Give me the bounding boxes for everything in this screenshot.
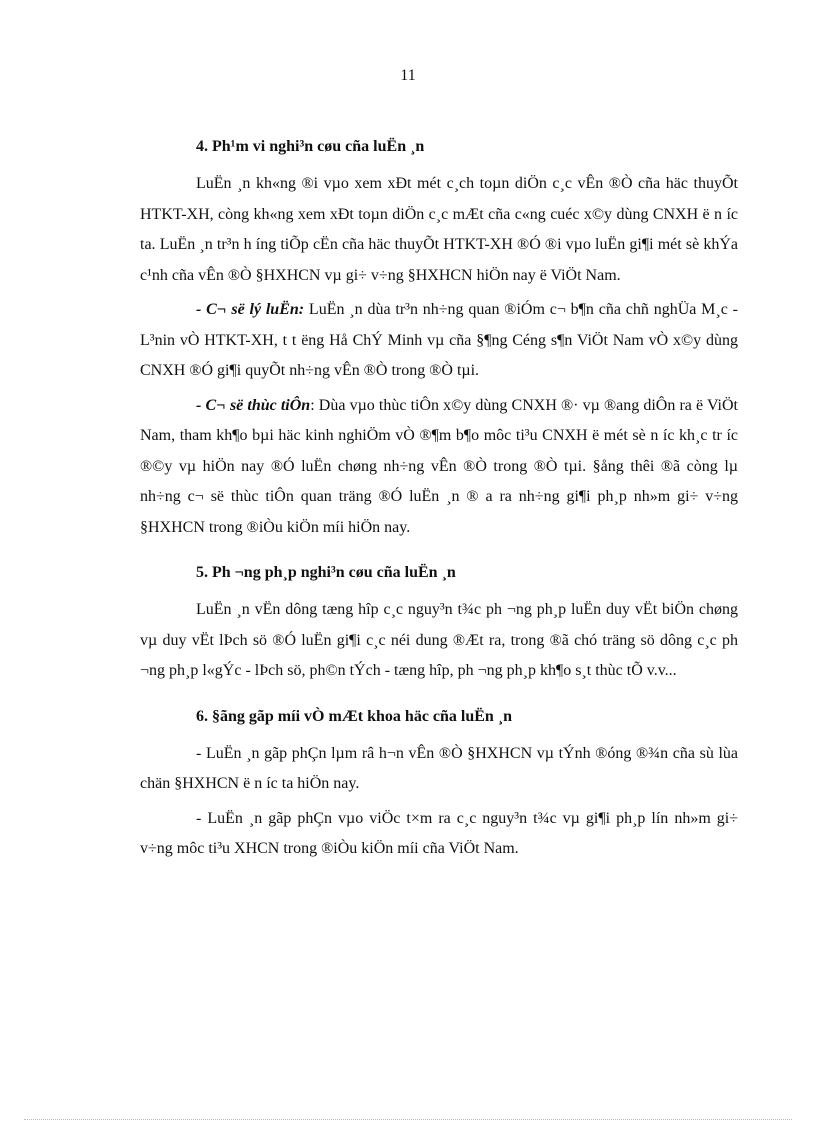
section-6-paragraph-1: - LuËn ¸n gãp phÇn lµm râ h¬n vÊn ®Ò §HXHCN vµ tÝnh ®óng ®¾n cña sù lùa chän §HXHCN ë n íc ta hiÖn nay. (140, 744, 738, 792)
section-5-paragraph-1: LuËn ¸n vËn dông tæng hîp c¸c nguy³n t¾c ph ¬ng ph¸p luËn duy vËt biÖn chøng vµ duy vËt lÞch sö ®Ó luËn gi¶i c¸c néi dung ®Æt ra, trong ®ã chó träng sö dông c¸c ph ¬ng ph¸p l«gÝc - lÞch sö, ph©n tÝch - tæng hîp, ph ¬ng ph¸p kh¶o s¸t thùc tÕ v.v... (140, 601, 738, 679)
section-6-paragraph-2: - LuËn ¸n gãp phÇn vµo viÖc t×m ra c¸c nguy³n t¾c vµ gi¶i ph¸p lín nh»m gi÷ v÷ng môc ti³u XHCN trong ®iÒu kiÖn míi cña ViÖt Nam. (140, 809, 738, 857)
section-5-heading: 5. Ph ¬ng ph¸p nghi³n cøu cña luËn ¸n (196, 564, 456, 581)
document-body (140, 133, 738, 865)
section-4-paragraph-1: LuËn ¸n kh«ng ®i vµo xem xÐt mét c¸ch toµn diÖn c¸c vÊn ®Ò cña häc thuyÕt HTKT-XH, còng kh«ng xem xÐt toµn diÖn c¸c mÆt cña c«ng cuéc x©y dùng CNXH ë n íc ta. LuËn ¸n tr³n h íng tiÕp cËn cña häc thuyÕt HTKT-XH ®Ó ®i vµo luËn gi¶i mét sè khÝa c¹nh cña vÊn ®Ò §HXHCN vµ gi÷ v÷ng §HXHCN hiÖn nay ë ViÖt Nam. (140, 175, 738, 284)
practice-basis-text: : Dùa vµo thùc tiÔn x©y dùng CNXH ®· vµ ®ang diÔn ra ë ViÖt Nam, tham kh¶o bµi häc kinh nghiÖm vÒ ®¶m b¶o môc ti³u CNXH ë mét sè n íc kh¸c tr íc ®©y vµ hiÖn nay ®Ó luËn chøng nh÷ng vÊn ®Ò trong ®Ò tµi. §ång thêi ®ã còng lµ nh÷ng c¬ së thùc tiÔn quan träng ®Ó luËn ¸n ® a ra nh÷ng gi¶i ph¸p nh»m gi÷ v÷ng §HXHCN trong ®iÒu kiÖn míi hiÖn nay. (140, 396, 739, 536)
section-4-heading: 4. Ph¹m vi nghi³n cøu cña luËn ¸n (196, 138, 425, 155)
theory-basis-lead: - C¬ së lý luËn: (196, 301, 305, 318)
theory-basis-text: LuËn ¸n dùa tr³n nh÷ng quan ®iÓm c¬ b¶n cña chñ nghÜa M¸c - L³nin vÒ HTKT-XH, t t ëng Hå ChÝ Minh vµ cña §¶ng Céng s¶n ViÖt Nam vÒ x©y dùng CNXH ®Ó gi¶i quyÕt nh÷ng vÊn ®Ò trong ®Ò tµi. (140, 301, 738, 379)
page-number: 11 (400, 67, 416, 84)
section-4-paragraph-theory (140, 295, 738, 387)
section-6-heading: 6. §ãng gãp míi vÒ mÆt khoa häc cña luËn ¸n (196, 707, 513, 725)
practice-basis-lead: - C¬ së thùc tiÔn (196, 396, 311, 414)
page-bottom-divider (24, 1119, 792, 1120)
section-4-paragraph-practice (140, 391, 738, 544)
